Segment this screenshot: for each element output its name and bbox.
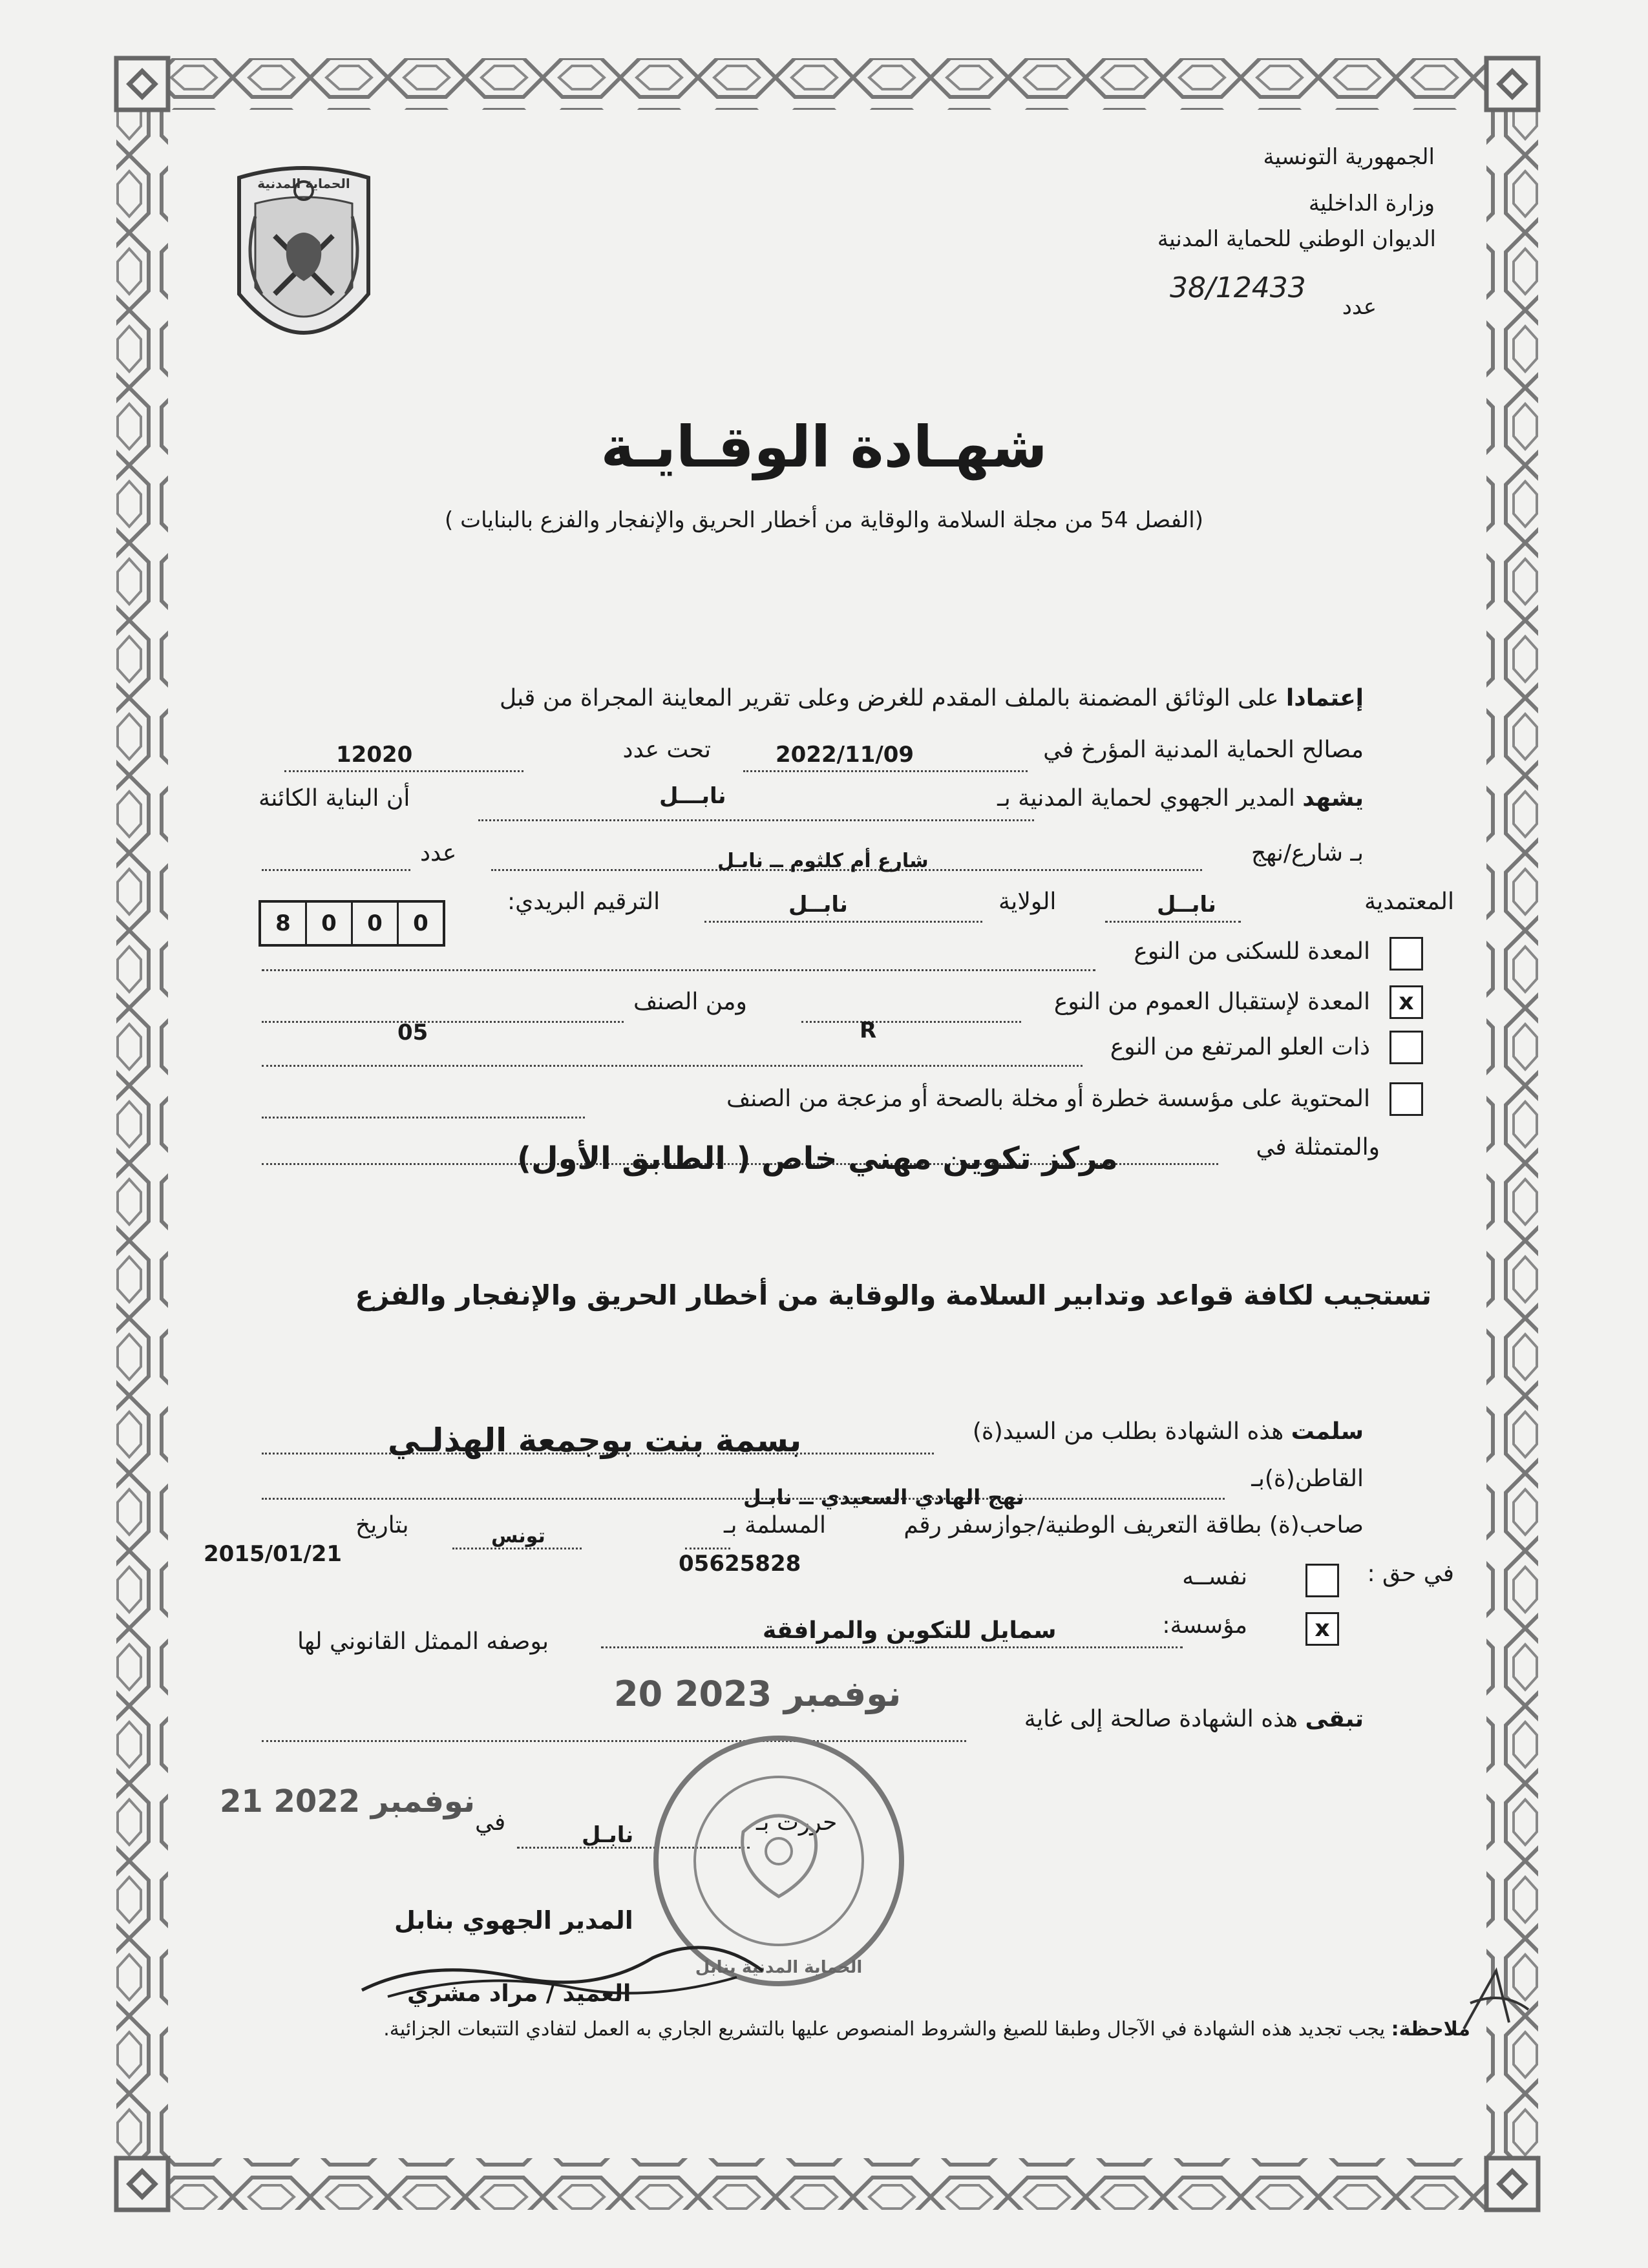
checkbox-public-access[interactable]: x bbox=[1389, 985, 1423, 1019]
report-date-value: 2022/11/09 bbox=[776, 742, 914, 768]
delegation-value: نابــل bbox=[1157, 892, 1216, 918]
validity-stamp: 20 نوفمبر 2023 bbox=[614, 1674, 902, 1714]
number-label: عدد bbox=[1342, 294, 1377, 320]
on-behalf-label: في حق : bbox=[1367, 1560, 1454, 1587]
checkbox-institution[interactable]: x bbox=[1305, 1612, 1339, 1646]
margin-initials bbox=[1457, 1964, 1535, 2035]
checkbox-residential[interactable] bbox=[1389, 937, 1423, 971]
consisting-value: مركز تكوين مهني خاص ( الطابق الأول) bbox=[517, 1140, 1118, 1177]
written-at-label: حررت بـ bbox=[756, 1809, 838, 1836]
validity-line bbox=[1024, 1706, 1364, 1732]
applicant-name: بسمة بنت بوجمعة الهذلـي bbox=[388, 1422, 802, 1459]
emblem-label: الحماية المدنية bbox=[257, 176, 350, 191]
signatory-name: العميد / مراد مشري bbox=[407, 1980, 631, 2007]
building-number-label: عدد bbox=[420, 840, 457, 866]
class-label: ومن الصنف bbox=[633, 989, 747, 1015]
id-date: 2015/01/21 bbox=[204, 1541, 343, 1567]
issued-in-value: تونس bbox=[491, 1525, 545, 1548]
postal-digit: 0 bbox=[351, 903, 397, 944]
intro-rest: على الوثائق المضمنة بالملف المقدم للغرض وعلى تقرير المعاينة المجراة من قبل bbox=[499, 685, 1279, 711]
type-residential-label: المعدة للسكنى من النوع bbox=[1134, 938, 1370, 965]
report-date-label: مصالح الحماية المدنية المؤرخ في bbox=[1043, 737, 1364, 763]
civil-protection-emblem bbox=[229, 165, 378, 372]
certificate-subtitle: ( الفصل 54 من مجلة السلامة والوقاية من أخطار الحريق والإنفجار والفزع بالبنايات) bbox=[445, 507, 1203, 533]
note-label: ملاحظة: bbox=[1391, 2018, 1470, 2041]
self-label: نفســه bbox=[1182, 1564, 1247, 1590]
region-value: نابـــل bbox=[659, 783, 726, 809]
on-date-label: بتاريخ bbox=[355, 1512, 409, 1538]
checkbox-high-rise[interactable] bbox=[1389, 1031, 1423, 1064]
consisting-label: والمتمثلة في bbox=[1256, 1134, 1380, 1160]
office-header: الديوان الوطني للحماية المدنية bbox=[1157, 226, 1436, 252]
postal-digit: 8 bbox=[275, 910, 291, 936]
id-value: 05625828 bbox=[679, 1551, 801, 1577]
issued-rest: هذه الشهادة بطلب من السيد(ة) bbox=[972, 1418, 1284, 1445]
postal-digit: 0 bbox=[397, 903, 443, 944]
building-located: أن البناية الكائنة bbox=[259, 785, 410, 812]
signatory-title: المدير الجهوي بنابل bbox=[394, 1906, 633, 1935]
postal-code-label: الترقيم البريدي: bbox=[507, 888, 660, 915]
type-hazardous-label: المحتوية على مؤسسة خطرة أو مخلة بالصحة أو مزعجة من الصنف bbox=[726, 1086, 1370, 1112]
header-number-value: 38/12433 bbox=[1170, 271, 1306, 304]
delegation-label: المعتمدية bbox=[1364, 888, 1454, 915]
checkbox-hazardous[interactable] bbox=[1389, 1082, 1423, 1116]
governorate-value: نابــل bbox=[788, 892, 848, 918]
footer-note bbox=[255, 2016, 1470, 2043]
public-class-value: 05 bbox=[397, 1020, 428, 1045]
resident-value: نهج الهادي السعيدي ــ نابـل bbox=[743, 1485, 1024, 1509]
type-public-label: المعدة لإستقبال العموم من النوع bbox=[1053, 989, 1370, 1015]
intro-bold: إعتمادا bbox=[1285, 685, 1364, 711]
representative-label: بوصفه الممثل القانوني لها bbox=[297, 1628, 549, 1655]
postal-code-boxes bbox=[259, 900, 445, 947]
certificate-title: شهـادة الوقـايـة bbox=[600, 414, 1048, 480]
postal-digit: 0 bbox=[305, 903, 351, 944]
institution-label: مؤسسة: bbox=[1162, 1612, 1247, 1639]
certifies-rest: المدير الجهوي لحماية المدنية بـ bbox=[997, 785, 1295, 812]
note-text: يجب تجديد هذه الشهادة في الآجال وطبقا للصيغ والشروط المنصوص عليها بالتشريع الجاري به العمل لتفادي التتبعات الجزائية. bbox=[383, 2018, 1386, 2041]
institution-value: سمايل للتكوين والمرافقة bbox=[763, 1617, 1057, 1644]
compliance-statement: تستجيب لكافة قواعد وتدابير السلامة والوقاية من أخطار الحريق والإنفجار والفزع bbox=[355, 1279, 1431, 1311]
issued-bold: سلمت bbox=[1291, 1418, 1364, 1445]
written-on-date: 21 نوفمبر 2022 bbox=[220, 1783, 475, 1820]
report-number-value: 12020 bbox=[336, 742, 413, 768]
validity-rest: هذه الشهادة صالحة إلى غاية bbox=[1024, 1706, 1298, 1732]
id-label: صاحب(ة) بطاقة التعريف الوطنية/جوازسفر رقم bbox=[903, 1512, 1364, 1538]
under-number-label: تحت عدد bbox=[622, 737, 711, 763]
written-at-value: نابـل bbox=[582, 1822, 634, 1848]
issued-line bbox=[973, 1418, 1364, 1445]
public-type-value: R bbox=[860, 1018, 877, 1044]
street-value: شارع أم كلثوم ــ نابـل bbox=[717, 850, 929, 872]
street-label: بـ شارع/نهج bbox=[1251, 840, 1364, 866]
certifies-bold: يشهد bbox=[1302, 785, 1364, 812]
resident-label: القاطن(ة)بـ bbox=[1251, 1465, 1364, 1492]
written-on-label: في bbox=[475, 1809, 506, 1836]
intro-line bbox=[500, 685, 1364, 711]
seal-label: الحماية المدنية بنابل bbox=[695, 1958, 863, 1977]
checkbox-self[interactable] bbox=[1305, 1564, 1339, 1597]
certifies-line bbox=[997, 785, 1364, 812]
issued-in-label: المسلمة بـ bbox=[724, 1512, 826, 1538]
republic-header: الجمهورية التونسية bbox=[1263, 144, 1435, 170]
type-high-rise-label: ذات العلو المرتفع من النوع bbox=[1110, 1034, 1370, 1060]
governorate-label: الولاية bbox=[998, 888, 1057, 915]
ministry-header: وزارة الداخلية bbox=[1308, 191, 1435, 216]
validity-bold: تبقى bbox=[1305, 1706, 1364, 1732]
